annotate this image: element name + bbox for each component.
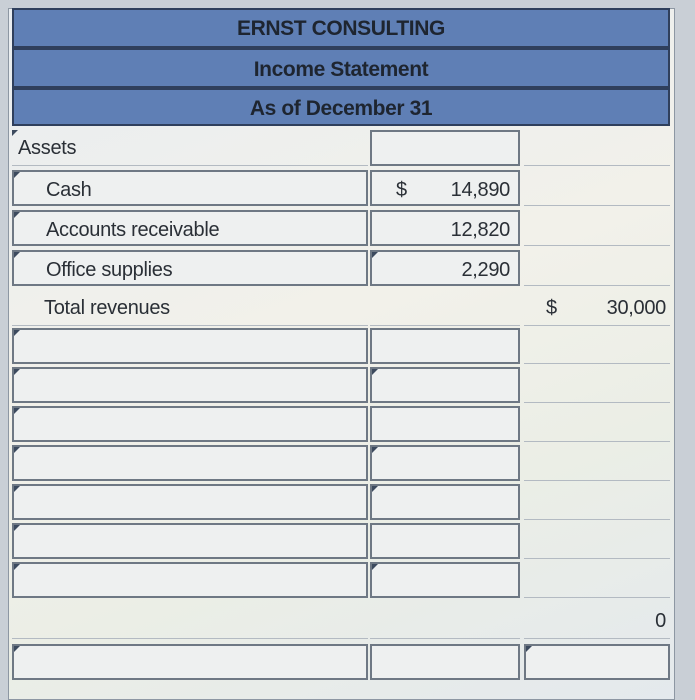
account-input[interactable] (12, 523, 368, 559)
total-cell[interactable] (524, 406, 670, 442)
company-name-header[interactable] (12, 8, 670, 48)
table-row (12, 210, 670, 246)
account-input[interactable] (12, 445, 368, 481)
total-cell[interactable] (524, 523, 670, 559)
cell-marker-icon (14, 212, 20, 218)
amount-input[interactable] (370, 328, 520, 364)
total-cell[interactable] (524, 130, 670, 166)
amount-input[interactable] (370, 367, 520, 403)
table-row (12, 562, 670, 598)
account-label: Assets (18, 137, 77, 159)
cell-marker-icon (12, 130, 18, 136)
cell-marker-icon (372, 564, 378, 570)
amount-value: 12,820 (450, 219, 510, 241)
amount-input[interactable] (370, 170, 520, 206)
account-input[interactable] (12, 562, 368, 598)
amount-input[interactable] (370, 445, 520, 481)
amount-input[interactable] (370, 562, 520, 598)
total-cell[interactable] (524, 367, 670, 403)
cell-marker-icon (14, 646, 20, 652)
account-cell[interactable] (12, 290, 368, 326)
cell-marker-icon (14, 447, 20, 453)
table-row (12, 290, 670, 326)
table-row (12, 250, 670, 286)
amount-input[interactable] (370, 250, 520, 286)
cell-marker-icon (372, 447, 378, 453)
amount-input[interactable] (370, 484, 520, 520)
amount-input[interactable] (370, 130, 520, 166)
account-label: Cash (46, 179, 92, 201)
account-label: Total revenues (44, 297, 170, 319)
statement-period: As of December 31 (249, 97, 433, 120)
table-row (12, 406, 670, 442)
cell-marker-icon (14, 564, 20, 570)
account-input[interactable] (12, 170, 368, 206)
total-cell[interactable] (524, 170, 670, 206)
amount-input[interactable] (370, 210, 520, 246)
table-row (12, 644, 670, 680)
statement-title-header[interactable] (12, 48, 670, 88)
account-cell[interactable] (12, 130, 368, 166)
cell-marker-icon (14, 369, 20, 375)
account-input[interactable] (12, 210, 368, 246)
cell-marker-icon (14, 252, 20, 258)
table-row (12, 603, 670, 639)
amount-value: 14,890 (450, 179, 510, 201)
amount-input[interactable] (370, 523, 520, 559)
cell-marker-icon (14, 172, 20, 178)
account-input[interactable] (12, 406, 368, 442)
total-cell[interactable] (524, 250, 670, 286)
total-cell[interactable] (524, 328, 670, 364)
total-cell[interactable] (524, 445, 670, 481)
amount-value: 2,290 (461, 259, 510, 281)
cell-marker-icon (14, 525, 20, 531)
total-input[interactable] (524, 644, 670, 680)
account-input[interactable] (12, 644, 368, 680)
account-cell[interactable] (12, 603, 368, 639)
company-name: ERNST CONSULTING (237, 17, 445, 40)
total-value: 30,000 (606, 297, 666, 319)
currency-symbol: $ (396, 179, 407, 201)
cell-marker-icon (14, 408, 20, 414)
account-label: Office supplies (46, 259, 173, 281)
amount-input[interactable] (370, 644, 520, 680)
cell-marker-icon (14, 486, 20, 492)
account-label: Accounts receivable (46, 219, 220, 241)
table-row (12, 328, 670, 364)
currency-symbol: $ (546, 297, 557, 319)
total-cell[interactable] (524, 484, 670, 520)
table-row (12, 484, 670, 520)
cell-marker-icon (372, 369, 378, 375)
cell-marker-icon (372, 252, 378, 258)
table-row (12, 367, 670, 403)
statement-period-header[interactable] (12, 88, 670, 126)
cell-marker-icon (526, 646, 532, 652)
account-input[interactable] (12, 250, 368, 286)
account-input[interactable] (12, 328, 368, 364)
amount-input[interactable] (370, 406, 520, 442)
total-cell[interactable] (524, 210, 670, 246)
table-row (12, 445, 670, 481)
total-cell[interactable] (524, 603, 670, 639)
cell-marker-icon (372, 486, 378, 492)
total-cell[interactable] (524, 290, 670, 326)
account-input[interactable] (12, 367, 368, 403)
table-row (12, 523, 670, 559)
total-value: 0 (655, 610, 666, 632)
cell-marker-icon (14, 330, 20, 336)
amount-cell[interactable] (370, 603, 520, 639)
account-input[interactable] (12, 484, 368, 520)
table-row (12, 130, 670, 166)
total-cell[interactable] (524, 562, 670, 598)
table-row (12, 170, 670, 206)
amount-cell[interactable] (370, 290, 520, 326)
statement-title: Income Statement (253, 58, 429, 81)
